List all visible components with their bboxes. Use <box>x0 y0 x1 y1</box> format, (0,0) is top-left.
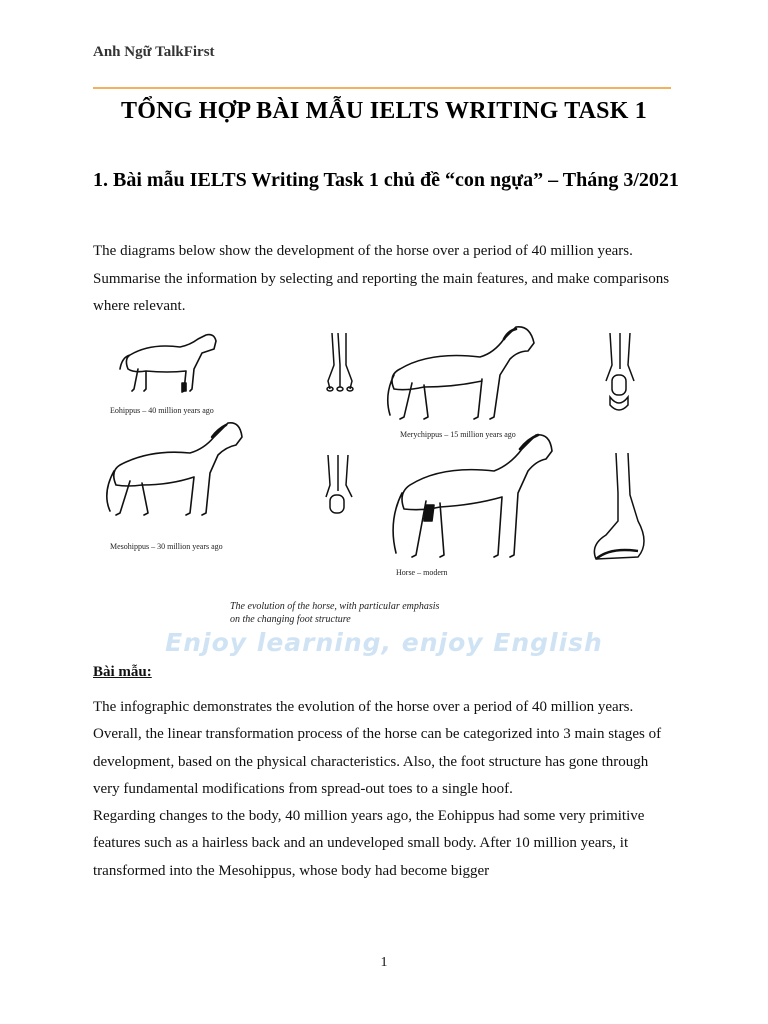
header-org-name: Anh Ngữ TalkFirst <box>93 44 215 60</box>
page-number: 1 <box>380 955 388 970</box>
task-prompt: The diagrams below show the development of the horse over a period of 40 million years. Summarise the information by selecting and reporting the main features, and make comparisons where relevant. <box>93 243 670 314</box>
modern-hoof-drawing <box>594 453 644 559</box>
document-title: TỔNG HỢP BÀI MẪU IELTS WRITING TASK 1 <box>121 98 647 124</box>
horse-evolution-illustration <box>90 325 680 625</box>
figure-caption-line-2: on the changing foot structure <box>230 614 351 625</box>
caption-eohippus: Eohippus – 40 million years ago <box>110 406 214 415</box>
header-divider <box>93 87 671 89</box>
figure-caption-line-1: The evolution of the horse, with particular emphasis <box>230 601 440 612</box>
sample-essay <box>93 694 673 885</box>
essay-paragraph-3: Regarding changes to the body, 40 million years ago, the Eohippus had some very primitive features such as a hairless back and an undeveloped small body. After 10 million years, it transformed into the Mesohippus, whose body had become bigger <box>93 808 645 879</box>
caption-modern-horse: Horse – modern <box>396 568 448 577</box>
essay-paragraph-2: Overall, the linear transformation process of the horse can be categorized into 3 main stages of development, based on the physical characteristics. Also, the foot structure has gone through very fundamental modifications from spread-out toes to a single hoof. <box>93 726 662 797</box>
horse-evolution-diagram <box>90 325 680 670</box>
essay-paragraph-1: The infographic demonstrates the evolution of the horse over a period of 40 million years. <box>93 699 634 715</box>
section-heading: 1. Bài mẫu IELTS Writing Task 1 chủ đề “con ngựa” – Tháng 3/2021 <box>93 169 679 191</box>
eohippus-drawing <box>120 335 216 392</box>
sample-essay-label: Bài mẫu: <box>93 664 152 680</box>
mesohippus-foot-drawing <box>326 455 352 513</box>
eohippus-foot-drawing <box>327 333 353 391</box>
watermark-slogan: Enjoy learning, enjoy English <box>165 628 603 657</box>
merychippus-foot-drawing <box>606 333 634 410</box>
caption-merychippus: Merychippus – 15 million years ago <box>400 430 516 439</box>
modern-horse-drawing <box>393 435 552 557</box>
mesohippus-drawing <box>107 423 242 515</box>
merychippus-drawing <box>388 327 534 419</box>
caption-mesohippus: Mesohippus – 30 million years ago <box>110 542 223 551</box>
